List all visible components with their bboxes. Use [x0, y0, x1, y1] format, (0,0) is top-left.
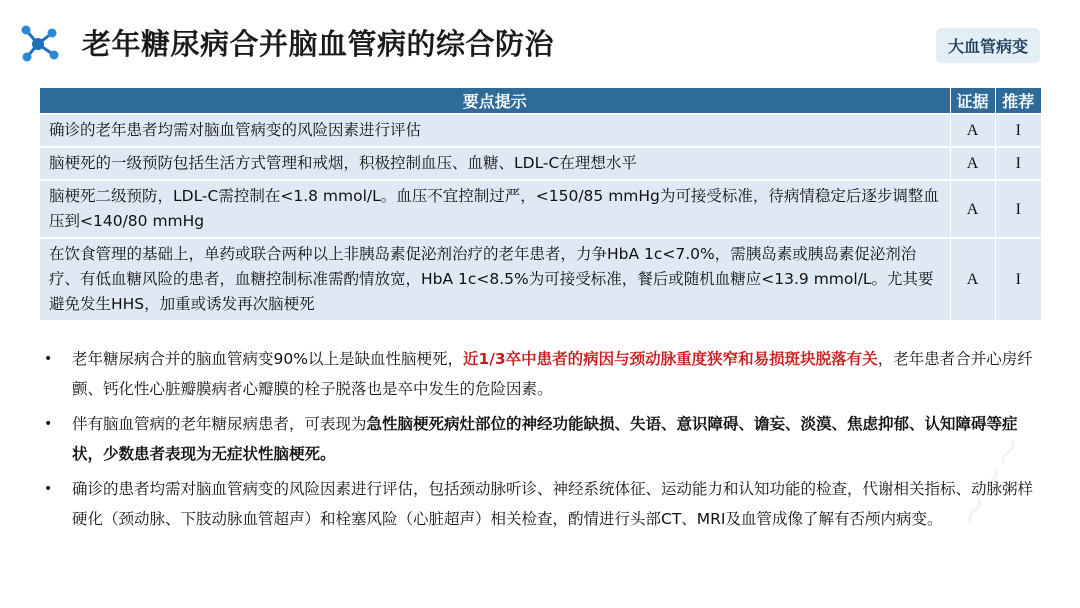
bullet-dot-icon: •	[44, 351, 53, 367]
table-row	[40, 147, 1041, 180]
bullet-3-text: 确诊的患者均需对脑血管病变的风险因素进行评估，包括颈动脉听诊、神经系统体征、运动能力和认知功能的检查，代谢相关指标、动脉粥样硬化（颈动脉、下肢动脉血管超声）和栓塞风险（心脏超声）相关检查，酌情进行头部CT、MRI及血管成像了解有否颅内病变。	[72, 480, 1034, 528]
row-recommendation: I	[995, 147, 1041, 180]
row-text: 确诊的老年患者均需对脑血管病变的风险因素进行评估	[40, 114, 950, 147]
header-evidence: 证据	[950, 88, 995, 114]
row-recommendation: I	[995, 114, 1041, 147]
page-title: 老年糖尿病合并脑血管病的综合防治	[82, 27, 555, 61]
row-recommendation: I	[995, 180, 1041, 238]
molecule-logo-icon	[18, 20, 64, 66]
table-row	[40, 238, 1041, 320]
bullet-2-text: 伴有脑血管病的老年糖尿病患者，可表现为	[72, 415, 367, 433]
row-recommendation: I	[995, 238, 1041, 320]
bullet-list	[40, 344, 1040, 539]
table-row	[40, 180, 1041, 238]
bullet-dot-icon: •	[44, 481, 53, 497]
key-points-table	[40, 88, 1041, 320]
bullet-2-bold: 急性脑梗死病灶部位的神经功能缺损、失语、意识障碍、谵妄、淡漠、焦虑抑郁、认知障碍等症状，少数患者表现为无症状性脑梗死。	[72, 415, 1018, 463]
bullet-1-highlight: 近1/3卒中患者的病因与颈动脉重度狭窄和易损斑块脱落有关	[462, 350, 878, 368]
svg-text:~~~: ~~~	[945, 426, 1036, 537]
bullet-item	[40, 474, 1040, 534]
header-key-points: 要点提示	[40, 88, 950, 114]
row-evidence: A	[950, 114, 995, 147]
row-text: 脑梗死的一级预防包括生活方式管理和戒烟，积极控制血压、血糖、LDL-C在理想水平	[40, 147, 950, 180]
section-tag: 大血管病变	[936, 28, 1040, 63]
row-text: 在饮食管理的基础上，单药或联合两种以上非胰岛素促泌剂治疗的老年患者，力争HbA 1c<7.0%，需胰岛素或胰岛素促泌剂治疗、有低血糖风险的患者，血糖控制标准需酌情放宽，HbA 1c<8.5%为可接受标准，餐后或随机血糖应<13.9 mmol/L。尤其要避免发生HHS，加重或诱发再次脑梗死	[40, 238, 950, 320]
bullet-dot-icon: •	[44, 416, 53, 432]
bullet-1-text-end: ，老年患者合并心房纤颤、钙化性心脏瓣膜病者心瓣膜的栓子脱落也是卒中发生的危险因素。	[72, 350, 1033, 398]
bullet-item	[40, 344, 1040, 404]
header-recommendation: 推荐	[995, 88, 1041, 114]
table-row	[40, 114, 1041, 147]
table-header-row	[40, 88, 1041, 114]
row-evidence: A	[950, 238, 995, 320]
bullet-1-text: 老年糖尿病合并的脑血管病变90%以上是缺血性脑梗死，	[72, 350, 463, 368]
row-text: 脑梗死二级预防，LDL-C需控制在<1.8 mmol/L。血压不宜控制过严，<150/85 mmHg为可接受标准，待病情稳定后逐步调整血压到<140/80 mmHg	[40, 180, 950, 238]
bullet-item	[40, 409, 1040, 469]
row-evidence: A	[950, 147, 995, 180]
row-evidence: A	[950, 180, 995, 238]
